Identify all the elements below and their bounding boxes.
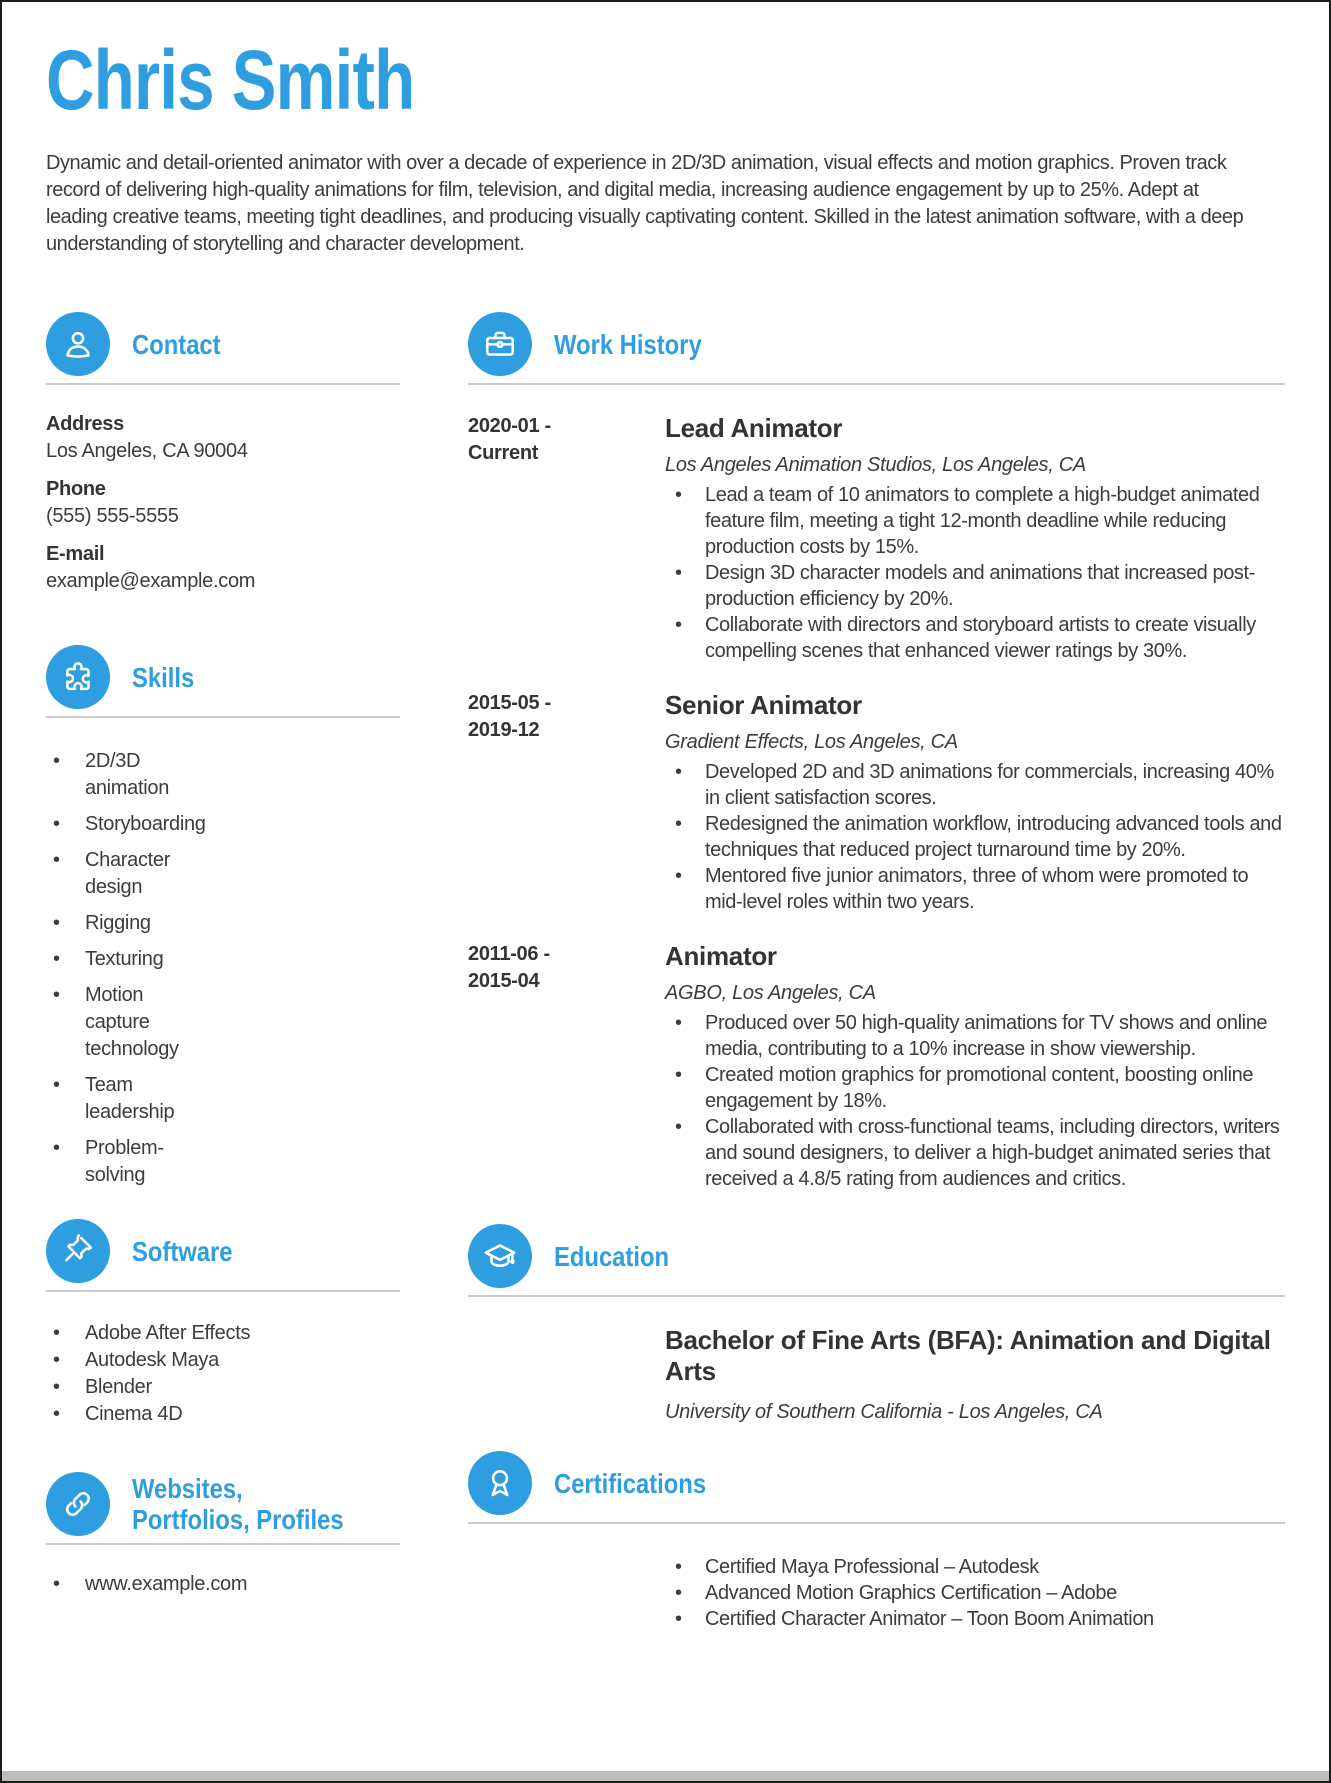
certification-item: • Advanced Motion Graphics Certification – Adobe: [665, 1580, 1285, 1606]
job-entry: [468, 690, 1285, 915]
websites-list: [46, 1571, 400, 1598]
page-title: Chris Smith: [46, 33, 415, 127]
section-certifications: [468, 1451, 1285, 1632]
contact-header: [46, 312, 400, 376]
job-title: Animator: [665, 941, 777, 971]
job-bullets: [665, 482, 1285, 664]
section-education: [468, 1224, 1285, 1425]
certifications-list: [665, 1554, 1285, 1632]
job-dates: 2015-05 - 2019-12: [468, 692, 551, 741]
list-item: • Rigging: [46, 910, 400, 937]
section-divider: [468, 1295, 1285, 1297]
certification-item: • Certified Maya Professional – Autodesk: [665, 1554, 1285, 1580]
certifications-entry: [468, 1554, 1285, 1632]
education-title: Education: [554, 1240, 670, 1272]
job-bullet: • Collaborated with cross-functional teams, including directors, writers and sound designers, to deliver a high-budget animated series that received a 4.8/5 rating from audiences and critics.: [665, 1114, 1285, 1192]
list-item: • Team leadership: [46, 1072, 400, 1126]
viewport-bottom-bar: [2, 1771, 1329, 1781]
job-body: [665, 413, 1285, 664]
section-contact: [46, 312, 400, 595]
job-bullet: • Mentored five junior animators, three of whom were promoted to mid-level roles within two years.: [665, 863, 1285, 915]
person-icon: [46, 312, 110, 376]
contact-title: Contact: [132, 328, 221, 360]
field-label: E-mail: [46, 543, 105, 565]
skills-list: [46, 748, 400, 1189]
job-bullets: [665, 759, 1285, 915]
contact-fields: [46, 411, 400, 595]
job-bullet: • Design 3D character models and animations that increased post-production efficiency by 20%.: [665, 560, 1285, 612]
job-dates: 2020-01 - Current: [468, 415, 551, 464]
list-item: • Adobe After Effects: [46, 1320, 400, 1347]
section-work-history: [468, 312, 1285, 1192]
list-item: • Problem-solving: [46, 1135, 400, 1189]
list-item: • Cinema 4D: [46, 1401, 400, 1428]
job-entry: [468, 413, 1285, 664]
work-history-title: Work History: [554, 328, 702, 360]
field-label: Address: [46, 413, 124, 435]
section-divider: [46, 716, 400, 718]
jobs-list: [468, 413, 1285, 1192]
section-divider: [468, 1522, 1285, 1524]
list-item: • Storyboarding: [46, 811, 400, 838]
link-icon: [46, 1472, 110, 1536]
websites-title: Websites, Portfolios, Profiles: [132, 1473, 344, 1535]
job-title: Lead Animator: [665, 413, 843, 443]
certification-item: • Certified Character Animator – Toon Boom Animation: [665, 1606, 1285, 1632]
section-divider: [46, 1290, 400, 1292]
graduation-cap-icon: [468, 1224, 532, 1288]
puzzle-icon: [46, 645, 110, 709]
briefcase-icon: [468, 312, 532, 376]
list-item: • www.example.com: [46, 1571, 400, 1598]
list-item: • Blender: [46, 1374, 400, 1401]
date-spacer: [468, 1554, 665, 1632]
sidebar: [46, 312, 400, 1598]
software-list: [46, 1320, 400, 1428]
software-header: [46, 1219, 400, 1283]
education-entry: [468, 1325, 1285, 1425]
certifications-title: Certifications: [554, 1467, 707, 1499]
professional-summary: Dynamic and detail-oriented animator with over a decade of experience in 2D/3D animation, visual effects and motion graphics. Proven track record of delivering high-quality animations for film, television, and digital media, increasing audience engagement by up to 25%. Adept at leading creative teams, meeting tight deadlines, and producing visually captivating content. Skilled in the latest animation software, with a deep understanding of storytelling and character development.: [46, 152, 1244, 255]
job-body: [665, 690, 1285, 915]
skills-header: [46, 645, 400, 709]
field-value: example@example.com: [46, 570, 256, 592]
job-company: Gradient Effects, Los Angeles, CA: [665, 731, 958, 753]
education-body: [665, 1325, 1285, 1425]
list-item: • 2D/3D animation: [46, 748, 400, 802]
job-bullet: • Developed 2D and 3D animations for commercials, increasing 40% in client satisfaction scores.: [665, 759, 1285, 811]
resume-columns: [46, 312, 1285, 1632]
work-history-header: [468, 312, 1285, 376]
list-item: • Motion capture technology: [46, 982, 400, 1063]
skills-title: Skills: [132, 661, 195, 693]
section-software: [46, 1219, 400, 1428]
list-item: • Texturing: [46, 946, 400, 973]
pushpin-icon: [46, 1219, 110, 1283]
field-value: (555) 555-5555: [46, 505, 179, 527]
job-body: [665, 941, 1285, 1192]
education-header: [468, 1224, 1285, 1288]
certifications-header: [468, 1451, 1285, 1515]
contact-field-phone: [46, 476, 400, 530]
field-label: Phone: [46, 478, 106, 500]
list-item: • Autodesk Maya: [46, 1347, 400, 1374]
job-bullet: • Redesigned the animation workflow, introducing advanced tools and techniques that reduced project turnaround time by 20%.: [665, 811, 1285, 863]
list-item: • Character design: [46, 847, 400, 901]
contact-field-email: [46, 541, 400, 595]
degree-title: Bachelor of Fine Arts (BFA): Animation and Digital Arts: [665, 1325, 1271, 1386]
job-entry: [468, 941, 1285, 1192]
section-divider: [468, 383, 1285, 385]
job-company: Los Angeles Animation Studios, Los Angeles, CA: [665, 454, 1086, 476]
date-spacer: [468, 1325, 665, 1425]
section-divider: [46, 1543, 400, 1545]
software-title: Software: [132, 1235, 233, 1267]
job-company: AGBO, Los Angeles, CA: [665, 982, 876, 1004]
websites-header: [46, 1472, 400, 1536]
job-bullet: • Produced over 50 high-quality animations for TV shows and online media, contributing to a 10% increase in show viewership.: [665, 1010, 1285, 1062]
job-bullet: • Lead a team of 10 animators to complete a high-budget animated feature film, meeting a tight 12-month deadline while reducing production costs by 15%.: [665, 482, 1285, 560]
section-websites: [46, 1472, 400, 1598]
section-divider: [46, 383, 400, 385]
award-icon: [468, 1451, 532, 1515]
job-title: Senior Animator: [665, 690, 862, 720]
job-bullets: [665, 1010, 1285, 1192]
section-skills: [46, 645, 400, 1189]
job-dates: 2011-06 - 2015-04: [468, 943, 550, 992]
main-column: [468, 312, 1285, 1632]
job-bullet: • Collaborate with directors and storyboard artists to create visually compelling scenes that enhanced viewer ratings by 30%.: [665, 612, 1285, 664]
job-bullet: • Created motion graphics for promotional content, boosting online engagement by 18%.: [665, 1062, 1285, 1114]
school-name: University of Southern California - Los Angeles, CA: [665, 1401, 1103, 1423]
field-value: Los Angeles, CA 90004: [46, 440, 248, 462]
contact-field-address: [46, 411, 400, 465]
